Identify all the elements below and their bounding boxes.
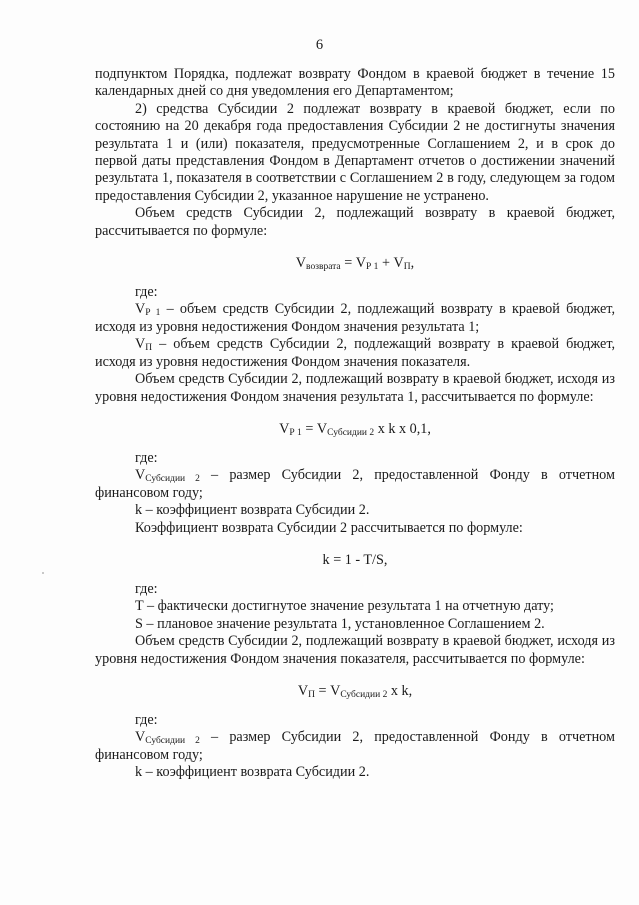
subscript-p: П xyxy=(145,343,153,354)
equals-sign: = xyxy=(301,420,317,437)
symbol-v: V xyxy=(295,255,307,272)
definition-k: k – коэффициент возврата Субсидии 2. xyxy=(135,502,370,519)
formula-comma: , xyxy=(410,255,415,272)
paragraph-continuation: подпунктом Порядка, подлежат возврату Фондом в краевой бюджет в течение 15 календарных дней со дня уведомления его Департаментом; xyxy=(95,66,615,100)
subscript-r1: Р 1 xyxy=(145,308,161,319)
definition-k: k – коэффициент возврата Субсидии 2. xyxy=(135,764,370,781)
definition-t: T – фактически достигнутое значение результата 1 на отчетную дату; xyxy=(135,598,555,615)
symbol-v: V xyxy=(135,729,146,746)
equals-sign: = xyxy=(340,255,356,272)
symbol-v: V xyxy=(279,420,290,437)
definition-text: – размер Субсидии 2, предоставленной Фонду в отчетном финансовом году; xyxy=(95,467,615,501)
subscript-subsidii2: Субсидии 2 xyxy=(340,689,388,700)
definition-v-r1 xyxy=(95,301,615,336)
symbol-v: V xyxy=(393,255,404,272)
paragraph-result1-volume: Объем средств Субсидии 2, подлежащий возврату в краевой бюджет, исходя из уровня недостижения Фондом значения результата 1, рассчитывается по формуле: xyxy=(95,371,615,405)
formula-v-p xyxy=(95,682,615,700)
subscript-subsidii2: Субсидии 2 xyxy=(327,427,375,438)
equals-sign: = xyxy=(314,682,331,699)
scan-speck xyxy=(42,572,44,574)
symbol-v: V xyxy=(355,255,367,272)
definition-text: – объем средств Субсидии 2, подлежащий возврату в краевой бюджет, исходя из уровня недостижения Фондом значения показателя. xyxy=(95,336,615,370)
where-label: где: xyxy=(135,449,158,466)
page-number: 6 xyxy=(315,37,324,53)
paragraph-item-2: 2) средства Субсидии 2 подлежат возврату в краевой бюджет, если по состоянию на 20 декабря года предоставления Субсидии 2 не достигнуты значения результата 1 и (или) показателя, предусмотренные Соглашением 2, и в срок до первой даты представления Фондом в Департамент отчетов о достижении значений результата 1, показателя в соответствии с Соглашением 2 в году, следующем за годом предоставления Субсидии 2, указанное нарушение не устранено. xyxy=(95,100,615,204)
symbol-v: V xyxy=(135,467,146,484)
where-label: где: xyxy=(135,711,158,728)
symbol-v: V xyxy=(135,301,146,318)
subscript-subsidii2: Субсидии 2 xyxy=(145,736,200,747)
plus-sign: + xyxy=(378,255,394,272)
definition-v-p xyxy=(95,336,615,371)
definition-v-subsidii2 xyxy=(95,467,615,502)
subscript-p: П xyxy=(403,262,411,273)
formula-k: k = 1 - T/S, xyxy=(322,551,388,568)
subscript-vozvrata: возврата xyxy=(306,262,341,273)
symbol-v: V xyxy=(297,682,309,699)
formula-tail: x k, xyxy=(387,682,413,699)
paragraph-return-volume: Объем средств Субсидии 2, подлежащий возврату в краевой бюджет, рассчитывается по формуле: xyxy=(95,205,615,239)
symbol-v: V xyxy=(135,336,146,353)
definition-text: – размер Субсидии 2, предоставленной Фонду в отчетном финансовом году; xyxy=(95,729,615,763)
formula-tail: x k x 0,1, xyxy=(374,420,431,437)
symbol-v: V xyxy=(330,682,341,699)
subscript-r1: Р 1 xyxy=(289,427,302,438)
where-label: где: xyxy=(135,284,158,301)
subscript-r1: Р 1 xyxy=(366,262,379,273)
paragraph-indicator-volume: Объем средств Субсидии 2, подлежащий возврату в краевой бюджет, исходя из уровня недостижения Фондом значения показателя, рассчитывается по формуле: xyxy=(95,633,615,667)
document-body xyxy=(95,66,615,782)
where-label: где: xyxy=(135,580,158,597)
formula-v-r1 xyxy=(95,420,615,438)
definition-text: – объем средств Субсидии 2, подлежащий возврату в краевой бюджет, исходя из уровня недостижения Фондом значения результата 1; xyxy=(95,301,615,335)
formula-v-vozvrata xyxy=(95,254,615,272)
definition-s: S – плановое значение результата 1, установленное Соглашением 2. xyxy=(135,615,545,632)
definition-v-subsidii2 xyxy=(95,729,615,764)
paragraph-coefficient: Коэффициент возврата Субсидии 2 рассчитывается по формуле: xyxy=(135,519,523,536)
subscript-subsidii2: Субсидии 2 xyxy=(145,474,200,485)
symbol-v: V xyxy=(316,420,328,437)
subscript-p: П xyxy=(308,689,315,700)
